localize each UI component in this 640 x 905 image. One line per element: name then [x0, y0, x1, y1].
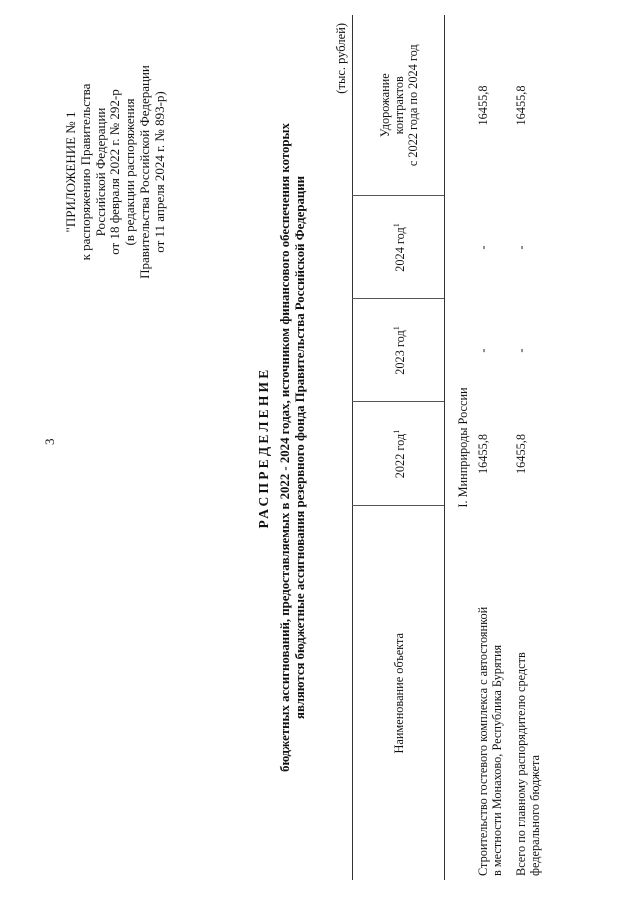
value-2023: - [514, 348, 528, 353]
header-2024: 2024 год$^1$ [353, 196, 445, 299]
value-cost-increase: 16455,8 [514, 85, 528, 126]
table-header-row [353, 15, 445, 880]
header-2023: 2023 год$^1$ [353, 299, 445, 402]
header-object-name: Наименование объекта [353, 506, 445, 880]
rotated-page-content [60, 15, 575, 880]
appendix-line: к распоряжению Правительства [77, 83, 93, 261]
value-2022: 16455,8 [514, 434, 528, 474]
value-2022: 16455,8 [476, 434, 490, 474]
appendix-line: от 18 февраля 2022 г. № 292-р [107, 89, 123, 255]
subtitle-line-2: являются бюджетные ассигнования резервного фонда Правительства Российской Федерации [293, 176, 307, 719]
subtitle-line-1: бюджетных ассигнований, предоставляемых в 2022 - 2024 годах, источником финансового обеспечения которых [278, 123, 292, 772]
section-row [445, 15, 477, 880]
section-title: I. Минприроды России [456, 387, 470, 508]
value-2023: - [476, 348, 490, 353]
table-row [514, 15, 552, 880]
object-name-cell: Строительство гостевого комплекса с автостоянкой в местности Монахово, Республика Бурятия [476, 606, 504, 876]
appendix-header [64, 42, 168, 302]
document-subtitle [278, 15, 308, 880]
value-2024: - [514, 245, 528, 250]
header-2022: 2022 год$^1$ [353, 402, 445, 506]
unit-label: (тыс. рублей) [334, 23, 348, 94]
table-row [476, 15, 514, 880]
allocation-table [352, 15, 552, 880]
header-cost-increase: Удорожание контрактов с 2022 года по 2024 год [353, 15, 445, 196]
value-cost-increase: 16455,8 [476, 85, 490, 126]
value-2024: - [476, 245, 490, 250]
appendix-line: Правительства Российской Федерации [136, 65, 152, 279]
document-title: РАСПРЕДЕЛЕНИЕ [256, 366, 271, 529]
appendix-line: Российской Федерации [92, 107, 108, 237]
appendix-line: (в редакции распоряжения [122, 98, 138, 246]
appendix-line: от 11 апреля 2024 г. № 893-р) [151, 91, 167, 253]
object-name-cell: Всего по главному распорядителю средств федерального бюджета [514, 652, 542, 876]
page-number: 3 [42, 438, 57, 445]
appendix-line: "ПРИЛОЖЕНИЕ № 1 [63, 111, 78, 233]
